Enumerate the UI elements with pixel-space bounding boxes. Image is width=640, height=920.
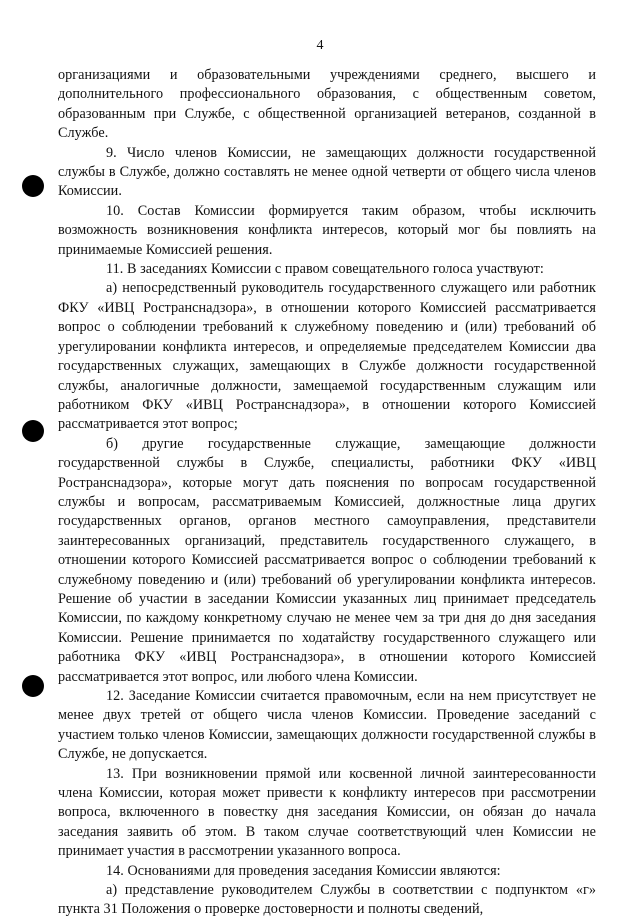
paragraph-14-a: а) представление руководителем Службы в соответствии с подпунктом «г» пункта 31 Положения о проверке достоверности и полноты сведений, [58, 882, 596, 918]
punch-hole-middle [22, 420, 44, 442]
punch-hole-top [22, 175, 44, 197]
paragraph-11: 11. В заседаниях Комиссии с правом совещательного голоса участвуют: [106, 261, 544, 278]
paragraph-14: 14. Основаниями для проведения заседания Комиссии являются: [106, 862, 501, 879]
page-number: 4 [316, 38, 324, 53]
document-body [58, 66, 596, 920]
paragraph-11-a: а) непосредственный руководитель государственного служащего или работник ФКУ «ИВЦ Ространснадзора», в отношении которого Комиссией рассматривается вопрос о соблюдении требований к служебному поведению и (или) требований об урегулировании конфликта интересов, и определяемые председателем Комиссии два государственных служащих, замещающих в Службе должности государственной службы, аналогичные должности, замещаемой государственным служащим или работником ФКУ «ИВЦ Ространснадзора», в отношении которого Комиссией рассматривается этот вопрос; [58, 280, 596, 433]
paragraph-9: 9. Число членов Комиссии, не замещающих должности государственной службы в Службе, должно составлять не менее одной четверти от общего числа членов Комиссии. [58, 144, 596, 200]
paragraph-13: 13. При возникновении прямой или косвенной личной заинтересованности члена Комиссии, которая может привести к конфликту интересов при рассмотрении вопроса, включенного в повестку дня заседания Комиссии, он обязан до начала заседания заявить об этом. В таком случае соответствующий член Комиссии не принимает участия в рассмотрении указанного вопроса. [58, 765, 596, 860]
punch-hole-bottom [22, 675, 44, 697]
paragraph-continuation: организациями и образовательными учреждениями среднего, высшего и дополнительного профессионального образования, с общественным советом, образованным при Службе, с общественной организацией ветеранов, созданной в Службе. [58, 67, 596, 142]
paragraph-11-b: б) другие государственные служащие, замещающие должности государственной службы в Службе, специалисты, работники ФКУ «ИВЦ Ространснадзора», которые могут дать пояснения по вопросам государственной службы и вопросам, рассматриваемым Комиссией, должностные лица других государственных органов, органов местного самоуправления, представители заинтересованных организаций, представитель государственного служащего, в отношении которого Комиссией рассматривается вопрос о соблюдении требований к служебному поведению и (или) требований об урегулировании конфликта интересов. Решение об участии в заседании Комиссии указанных лиц принимает председатель Комиссии, по каждому конкретному случаю не менее чем за три дня до дня заседания Комиссии. Решение принимается по ходатайству государственного служащего или работника ФКУ «ИВЦ Ространснадзора», в отношении которого Комиссией рассматривается этот вопрос, или любого члена Комиссии. [58, 435, 596, 685]
paragraph-12: 12. Заседание Комиссии считается правомочным, если на нем присутствует не менее двух третей от общего числа членов Комиссии. Проведение заседаний с участием только членов Комиссии, замещающих должности государственной службы в Службе, не допускается. [58, 688, 596, 763]
paragraph-10: 10. Состав Комиссии формируется таким образом, чтобы исключить возможность возникновения конфликта интересов, который мог бы повлиять на принимаемые Комиссией решения. [58, 202, 596, 258]
